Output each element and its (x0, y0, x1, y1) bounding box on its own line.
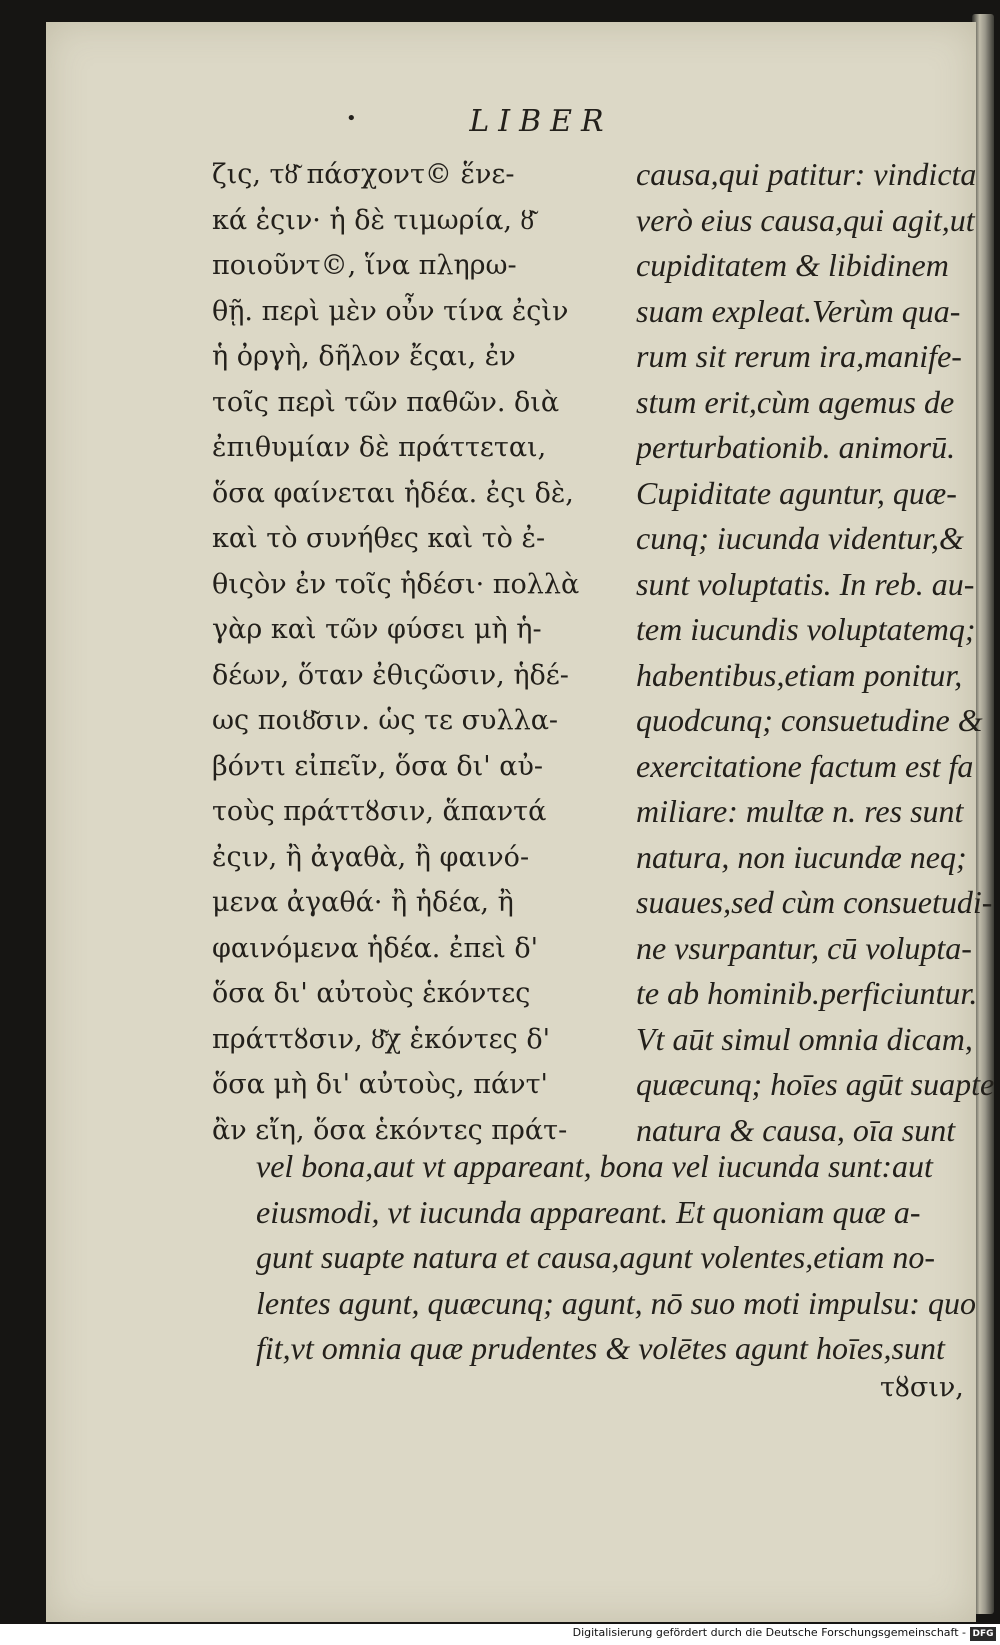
latin-text-column (636, 152, 1000, 1153)
latin-line: rum sit rerum ira,manife- (636, 338, 962, 374)
greek-line: ὅσα φαίνεται ἡδέα. ἐςι δὲ, (212, 477, 574, 509)
catchword: τȣσιν, (880, 1372, 964, 1403)
greek-line: ὅσα δι' αὐτοὺς ἑκόντες (212, 978, 531, 1009)
greek-line: ἐπιθυμίαν δὲ πράττεται, (212, 432, 547, 463)
latin-line: Vt aūt simul omnia dicam, (636, 1020, 973, 1057)
latin-line: stum erit,cùm agemus de (636, 383, 955, 420)
greek-line: ἐςιν, ἢ ἀγαθὰ, ἢ φαινό- (212, 841, 530, 873)
greek-line: τοῖς περὶ τῶν παθῶν. διὰ (212, 386, 560, 418)
full-width-latin-text (256, 1144, 1000, 1372)
text-line: fit,vt omnia quæ prudentes & volētes agunt hoīes,sunt (256, 1330, 945, 1366)
greek-line: ποιοῦντ©, ἵνα πληρω- (212, 250, 517, 281)
text-line: vel bona,aut vt appareant, bona vel iucunda sunt:aut (256, 1148, 933, 1184)
greek-line: τοὺς πράττȣσιν, ἅπαντά (212, 796, 547, 827)
latin-line: suaues,sed cùm consuetudi- (636, 884, 993, 920)
greek-line: θιςὸν ἐν τοῖς ἡδέσι· πολλὰ (212, 568, 580, 600)
latin-line: causa,qui patitur: vindicta (636, 156, 977, 192)
greek-line: δέων, ὅταν ἐθιςῶσιν, ἡδέ- (212, 659, 569, 691)
latin-line: suam expleat.Verùm qua- (636, 292, 961, 329)
dfg-logo: DFG (970, 1627, 996, 1641)
latin-line: sunt voluptatis. In reb. au- (636, 565, 975, 602)
greek-line: ἂν εἴη, ὅσα ἑκόντες πράτ- (212, 1114, 568, 1146)
greek-line: φαινόμενα ἡδέα. ἐπεὶ δ' (212, 932, 539, 964)
running-header: LIBER (469, 104, 613, 139)
greek-line: καὶ τὸ συνήθες καὶ τὸ ἐ- (212, 523, 546, 554)
text-line: eiusmodi, vt iucunda appareant. Et quoniam quæ a- (256, 1193, 921, 1230)
latin-line: quæcunq; hoīes agūt suapte (636, 1066, 995, 1102)
greek-line: γὰρ καὶ τῶν φύσει μὴ ἡ- (212, 614, 542, 645)
latin-line: miliare: multæ n. res sunt (636, 793, 964, 829)
greek-text-column (212, 152, 622, 1153)
latin-line: exercitatione factum est fa (636, 747, 974, 784)
latin-line: natura & causa, oīa sunt (636, 1111, 956, 1148)
greek-line: θῇ. περὶ μὲν οὖν τίνα ἐςὶν (212, 295, 569, 327)
greek-line: ὅσα μὴ δι' αὐτοὺς, πάντ' (212, 1069, 548, 1100)
latin-line: habentibus,etiam ponitur, (636, 656, 963, 693)
greek-line: πράττȣσιν, ȣ͂χ ἑκόντες δ' (212, 1023, 551, 1055)
book-page (46, 22, 995, 1622)
greek-line: ἡ ὀργὴ, δῆλον ἔςαι, ἐν (212, 341, 516, 372)
greek-line: βόντι εἰπεῖν, ὅσα δι' αὐ- (212, 750, 543, 782)
greek-line: μενα ἀγαθά· ἢ ἡδέα, ἢ (212, 887, 514, 918)
greek-line: ως ποιȣ͂σιν. ὡς τε συλλα- (212, 705, 559, 736)
digitization-footer (0, 1624, 1000, 1645)
latin-line: perturbationib. animorū. (636, 429, 956, 465)
text-line: lentes agunt, quæcunq; agunt, nō suo moti impulsu: quo (256, 1284, 976, 1321)
latin-line: cunq; iucunda videntur,& (636, 520, 964, 556)
latin-line: ne vsurpantur, cū volupta- (636, 929, 972, 966)
page-mark: • (346, 108, 357, 129)
text-line: gunt suapte natura et causa,agunt volentes,etiam no- (256, 1239, 936, 1275)
footer-credit: Digitalisierung gefördert durch die Deutsche Forschungsgemeinschaft - (572, 1626, 966, 1639)
latin-line: verò eius causa,qui agit,ut (636, 201, 975, 238)
greek-line: κά ἐςιν· ἡ δὲ τιμωρία, ȣ͂ (212, 204, 534, 236)
latin-line: quodcunq; consuetudine & (636, 702, 983, 738)
latin-line: Cupiditate aguntur, quæ- (636, 474, 957, 511)
latin-line: tem iucundis voluptatemq; (636, 611, 976, 647)
latin-line: natura, non iucundæ neq; (636, 838, 967, 875)
latin-line: te ab hominib.perficiuntur. (636, 975, 978, 1011)
latin-line: cupiditatem & libidinem (636, 247, 949, 283)
greek-line: ζις, τȣ͂ πάσχοντ© ἕνε- (212, 159, 515, 190)
